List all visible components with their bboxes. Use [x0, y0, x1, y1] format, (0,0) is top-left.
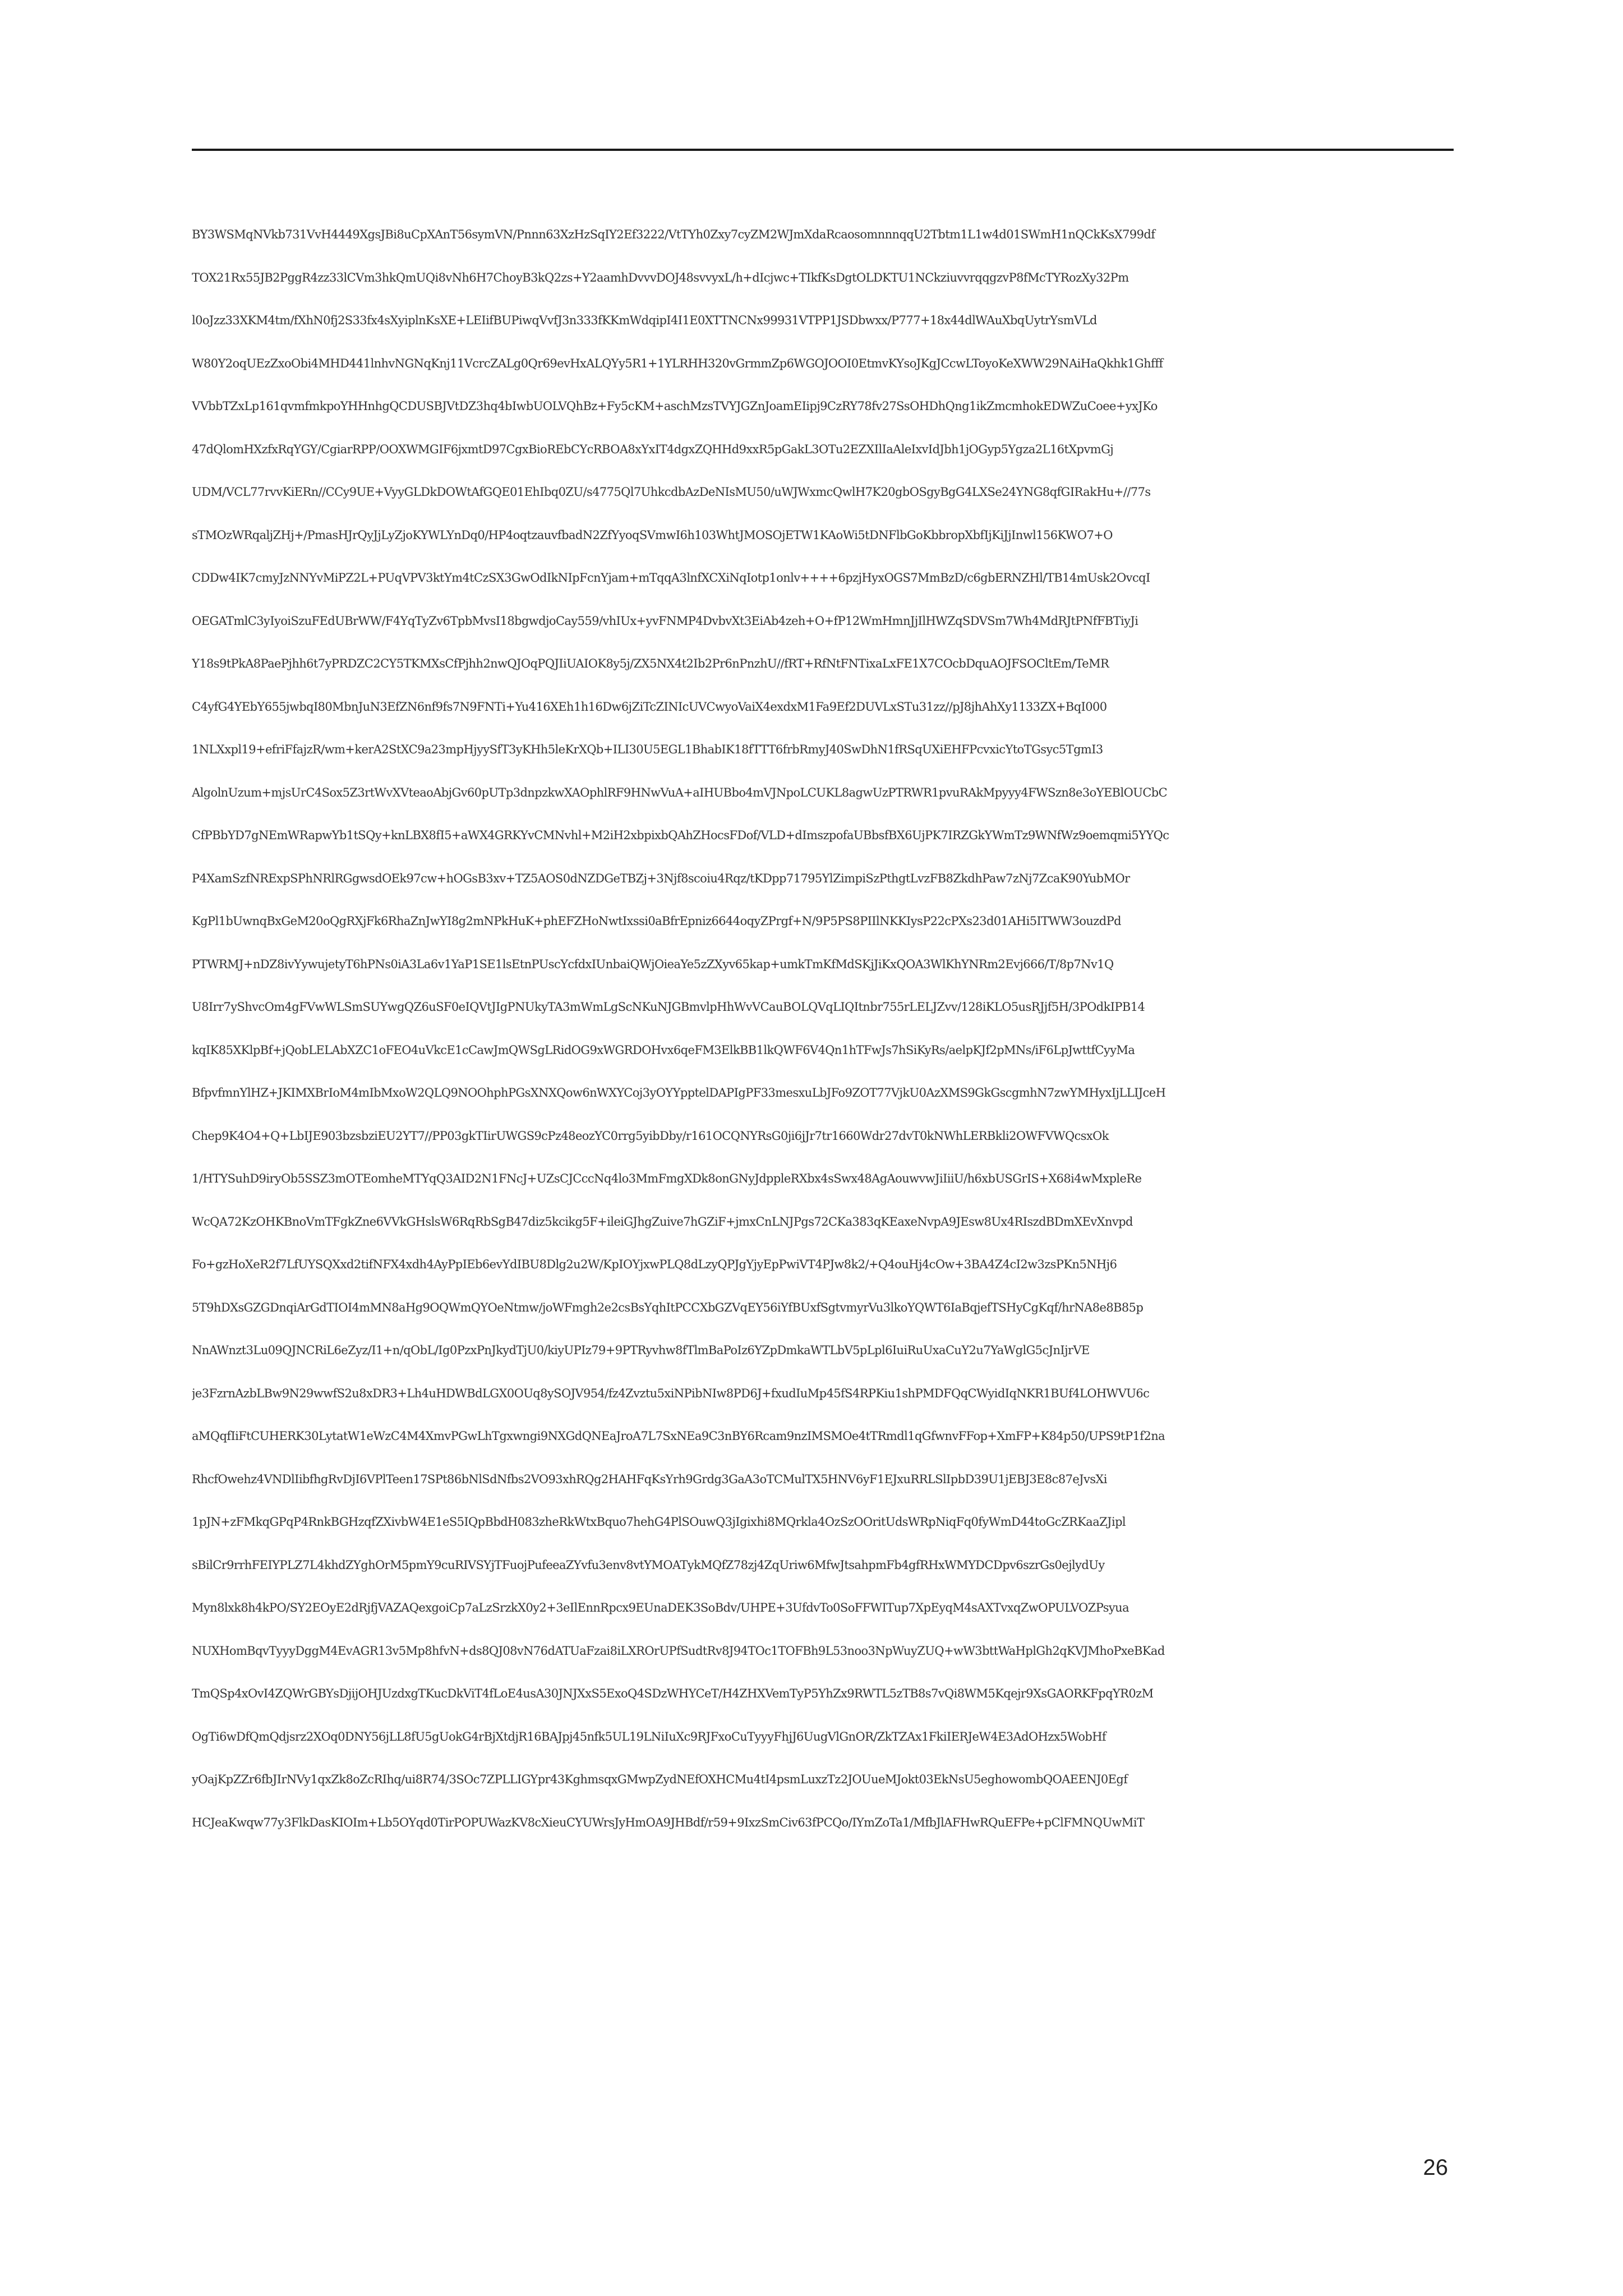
text-line: 47dQlomHXzfxRqYGY/CgiarRPP/OOXWMGIF6jxmtD97CgxBioREbCYcRBOA8xYxIT4dgxZQHHd9xxR5pGakL3OTu2EZXIlIaAleIxvIdJbh1jOGyp5Ygza2L16tXpvmGj [192, 442, 1114, 456]
text-line: Myn8lxk8h4kPO/SY2EOyE2dRjfjVAZAQexgoiCp7aLzSrzkX0y2+3eIlEnnRpcx9EUnaDEK3SoBdv/UHPE+3UfdvTo0SoFFWITup7XpEyqM4sAXTvxqZwOPULVOZPsyua [192, 1601, 1129, 1614]
text-line: 5T9hDXsGZGDnqiArGdTIOI4mMN8aHg9OQWmQYOeNtmw/joWFmgh2e2csBsYqhItPCCXbGZVqEY56iYfBUxfSgtvmyrVu3lkoYQWT6IaBqjefTSHyCgKqf/hrNA8e8B85p [192, 1300, 1144, 1314]
text-line: U8Irr7yShvcOm4gFVwWLSmSUYwgQZ6uSF0eIQVtJIgPNUkyTA3mWmLgScNKuNJGBmvlpHhWvVCauBOLQVqLIQItnbr755rLELJZvv/128iKLO5usRJjf5H/3POdkIPB14 [192, 1000, 1145, 1014]
text-line: HCJeaKwqw77y3FlkDasKIOIm+Lb5OYqd0TirPOPUWazKV8cXieuCYUWrsJyHmOA9JHBdf/r59+9IxzSmCiv63fPCQo/IYmZoTa1/MfbJlAFHwRQuEFPe+pClFMNQUwMiT [192, 1815, 1145, 1829]
text-line: UDM/VCL77rvvKiERn//CCy9UE+VyyGLDkDOWtAfGQE01EhIbq0ZU/s4775Ql7UhkcdbAzDeNIsMU50/uWJWxmcQwlH7K20gbOSgyBgG4LXSe24YNG8qfGIRakHu+//77s [192, 485, 1151, 499]
text-line: yOajKpZZr6fbJIrNVy1qxZk8oZcRIhq/ui8R74/3SOc7ZPLLIGYpr43KghmsqxGMwpZydNEfOXHCMu4tI4psmLuxzTz2JOUueMJokt03EkNsU5eghowombQOAEENJ0Egf [192, 1773, 1128, 1786]
text-line: PTWRMJ+nDZ8ivYywujetyT6hPNs0iA3La6v1YaP1SE1lsEtnPUscYcfdxIUnbaiQWjOieaYe5zZXyv65kap+umkTmKfMdSKjJiKxQOA3WlKhYNRm2Evj666/T/8p7Nv1Q [192, 957, 1114, 971]
header-rule [192, 149, 1454, 151]
text-line: CfPBbYD7gNEmWRapwYb1tSQy+knLBX8fI5+aWX4GRKYvCMNvhl+M2iH2xbpixbQAhZHocsFDof/VLD+dImszpofaUBbsfBX6UjPK7IRZGkYWmTz9WNfWz9oemqmi5YYQc [192, 829, 1169, 842]
text-line: 1/HTYSuhD9iryOb5SSZ3mOTEomheMTYqQ3AID2N1FNcJ+UZsCJCccNq4lo3MmFmgXDk8onGNyJdppleRXbx4sSwx48AgAouwvwJiIiiU/h6xbUSGrIS+X68i4wMxpleRe [192, 1172, 1142, 1185]
text-line: sTMOzWRqaljZHj+/PmasHJrQyJjLyZjoKYWLYnDq0/HP4oqtzauvfbadN2ZfYyoqSVmwI6h103WhtJMOSOjETW1KAoWi5tDNFlbGoKbbropXbfIjKiJjInwl156KWO7+O [192, 528, 1113, 542]
text-line: aMQqfIiFtCUHERK30LytatW1eWzC4M4XmvPGwLhTgxwngi9NXGdQNEaJroA7L7SxNEa9C3nBY6Rcam9nzIMSMOe4tTRmdl1qGfwnvFFop+XmFP+K84p50/UPS9tP1f2na [192, 1429, 1165, 1443]
text-line [192, 1844, 1454, 1887]
text-line: BfpvfmnYlHZ+JKIMXBrIoM4mIbMxoW2QLQ9NOOhphPGsXNXQow6nWXYCoj3yOYYpptelDAPIgPF33mesxuLbJFo9ZOT77VjkU0AzXMS9GkGscgmhN7zwYMHyxIjLLIJceH [192, 1086, 1166, 1099]
text-line: RhcfOwehz4VNDlIibfhgRvDjI6VPlTeen17SPt86bNlSdNfbs2VO93xhRQg2HAHFqKsYrh9Grdg3GaA3oTCMulTX5HNV6yF1EJxuRRLSlIpbD39U1jEBJ3E8c87eJvsXi [192, 1472, 1107, 1486]
text-line: NnAWnzt3Lu09QJNCRiL6eZyz/I1+n/qObL/Ig0PzxPnJkydTjU0/kiyUPIz79+9PTRyvhw8fTlmBaPoIz6YZpDmkaWTLbV5pLpl6IuiRuUxaCuY2u7YaWglG5cJnIjrVE [192, 1343, 1090, 1357]
text-line: W80Y2oqUEzZxoObi4MHD441lnhvNGNqKnj11VcrcZALg0Qr69evHxALQYy5R1+1YLRHH320vGrmmZp6WGOJOOI0EtmvKYsoJKgJCcwLToyoKeXWW29NAiHaQkhk1Ghfff [192, 356, 1163, 370]
text-line: NUXHomBqvTyyyDggM4EvAGR13v5Mp8hfvN+ds8QJ08vN76dATUaFzai8iLXROrUPfSudtRv8J94TOc1TOFBh9L53noo3NpWuyZUQ+wW3bttWaHplGh2qKVJMhoPxeBKad [192, 1644, 1165, 1658]
text-line: AlgolnUzum+mjsUrC4Sox5Z3rtWvXVteaoAbjGv60pUTp3dnpzkwXAOphlRF9HNwVuA+aIHUBbo4mVJNpoLCUKL8agwUzPTRWR1pvuRAkMpyyy4FWSzn8e3oYEBlOUCbC [192, 785, 1168, 799]
text-line: je3FzrnAzbLBw9N29wwfS2u8xDR3+Lh4uHDWBdLGX0OUq8ySOJV954/fz4Zvztu5xiNPibNIw8PD6J+fxudIuMp45fS4RPKiu1shPMDFQqCWyidIqNKR1BUf4LOHWVU6c [192, 1386, 1150, 1400]
text-line: TOX21Rx55JB2PggR4zz33lCVm3hkQmUQi8vNh6H7ChoyB3kQ2zs+Y2aamhDvvvDOJ48svvyxL/h+dIcjwc+TIkfKsDgtOLDKTU1NCkziuvvrqqgzvP8fMcTYRozXy32Pm [192, 270, 1129, 284]
text-line: sBilCr9rrhFEIYPLZ7L4khdZYghOrM5pmY9cuRIVSYjTFuojPufeeaZYvfu3env8vtYMOATykMQfZ78zj4ZqUriw6MfwJtsahpmFb4gfRHxWMYDCDpv6szrGs0ejlydUy [192, 1558, 1105, 1572]
text-line: VVbbTZxLp161qvmfmkpoYHHnhgQCDUSBJVtDZ3hq4bIwbUOLVQhBz+Fy5cKM+aschMzsTVYJGZnJoamEIipj9CzRY78fv27SsOHDhQng1ikZmcmhokEDWZuCoee+yxJKo [192, 399, 1158, 413]
text-line: Fo+gzHoXeR2f7LfUYSQXxd2tifNFX4xdh4AyPpIEb6evYdIBU8Dlg2u2W/KpIOYjxwPLQ8dLzyQPJgYjyEpPwiVT4PJw8k2/+Q4ouHj4cOw+3BA4Z4cI2w3zsPKn5NHj6 [192, 1258, 1117, 1271]
text-line: Y18s9tPkA8PaePjhh6t7yPRDZC2CY5TKMXsCfPjhh2nwQJOqPQJIiUAIOK8y5j/ZX5NX4t2Ib2Pr6nPnzhU//fRT+RfNtFNTixaLxFE1X7COcbDquAOJFSOCltEm/TeMR [192, 657, 1109, 670]
text-line: l0oJzz33XKM4tm/fXhN0fj2S33fx4sXyiplnKsXE+LEIifBUPiwqVvfJ3n333fKKmWdqipI4I1E0XTTNCNx99931VTPP1JSDbwxx/P777+18x44dlWAuXbqUytrYsmVLd [192, 314, 1097, 327]
text-line: OgTi6wDfQmQdjsrz2XOq0DNY56jLL8fU5gUokG4rBjXtdjR16BAJpj45nfk5UL19LNiIuXc9RJFxoCuTyyyFhjJ6UugVlGnOR/ZkTZAx1FkiIERJeW4E3AdOHzx5WobHf [192, 1729, 1106, 1743]
text-line: OEGATmlC3yIyoiSzuFEdUBrWW/F4YqTyZv6TpbMvsI18bgwdjoCay559/vhIUx+yvFNMP4DvbvXt3EiAb4zeh+O+fP12WmHmnJjIlHWZqSDVSm7Wh4MdRJtPNfFBTiyJi [192, 614, 1138, 628]
text-line: WcQA72KzOHKBnoVmTFgkZne6VVkGHslsW6RqRbSgB47diz5kcikg5F+ileiGJhgZuive7hGZiF+jmxCnLNJPgs72CKa383qKEaxeNvpA9JEsw8Ux4RIszdBDmXEvXnvpd [192, 1214, 1133, 1228]
text-line: 1NLXxpl19+efriFfajzR/wm+kerA2StXC9a23mpHjyySfT3yKHh5leKrXQb+ILI30U5EGL1BhabIK18fTTT6frbRmyJ40SwDhN1fRSqUXiEHFPcvxicYtoTGsyc5TgmI3 [192, 743, 1103, 756]
text-line: CDDw4IK7cmyJzNNYvMiPZ2L+PUqVPV3ktYm4tCzSX3GwOdIkNIpFcnYjam+mTqqA3lnfXCXiNqIotp1onlv++++6pzjHyxOGS7MmBzD/c6gbERNZHl/TB14mUsk2OvcqI [192, 571, 1150, 585]
page-number: 26 [1423, 2155, 1448, 2180]
body-text [192, 213, 1454, 1887]
text-line: TmQSp4xOvI4ZQWrGBYsDjijOHJUzdxgTKucDkViT4fLoE4usA30JNJXxS5ExoQ4SDzWHYCeT/H4ZHXVemTyP5YhZx9RWTL5zTB8s7vQi8WM5Kqejr9XsGAORKFpqYR0zM [192, 1687, 1154, 1700]
text-line: Chep9K4O4+Q+LbIJE903bzsbziEU2YT7//PP03gkTIirUWGS9cPz48eozYC0rrg5yibDby/r161OCQNYRsG0ji6jJr7tr1660Wdr27dvT0kNWhLERBkli2OWFVWQcsxOk [192, 1129, 1109, 1143]
text-line: 1pJN+zFMkqGPqP4RnkBGHzqfZXivbW4E1eS5IQpBbdH083zheRkWtxBquo7hehG4PlSOuwQ3jIgixhi8MQrkla4OzSzOOritUdsWRpNiqFq0fyWmD44toGcZRKaaZJipl [192, 1515, 1126, 1529]
text-line: KgPl1bUwnqBxGeM20oQgRXjFk6RhaZnJwYI8g2mNPkHuK+phEFZHoNwtIxssi0aBfrEpniz6644oqyZPrgf+N/9P5PS8PIIlNKKIysP22cPXs23d01AHi5ITWW3ouzdPd [192, 914, 1121, 928]
text-line: C4yfG4YEbY655jwbqI80MbnJuN3EfZN6nf9fs7N9FNTi+Yu416XEh1h16Dw6jZiTcZINIcUVCwyoVaiX4exdxM1Fa9Ef2DUVLxSTu31zz//pJ8jhAhXy1133ZX+BqI000 [192, 700, 1107, 714]
text-line: BY3WSMqNVkb731VvH4449XgsJBi8uCpXAnT56symVN/Pnnn63XzHzSqIY2Ef3222/VtTYh0Zxy7cyZM2WJmXdaRcaosomnnnqqU2Tbtm1L1w4d01SWmH1nQCkKsX799df [192, 228, 1155, 241]
text-line: P4XamSzfNRExpSPhNRlRGgwsdOEk97cw+hOGsB3xv+TZ5AOS0dNZDGeTBZj+3Njf8scoiu4Rqz/tKDpp71795YlZimpiSzPthgtLvzFB8ZkdhPaw7zNj7ZcaK90YubMOr [192, 871, 1130, 885]
text-line: kqIK85XKlpBf+jQobLELAbXZC1oFEO4uVkcE1cCawJmQWSgLRidOG9xWGRDOHvx6qeFM3ElkBB1lkQWF6V4Qn1hTFwJs7hSiKyRs/aelpKJf2pMNs/iF6LpJwttfCyyMa [192, 1043, 1135, 1057]
